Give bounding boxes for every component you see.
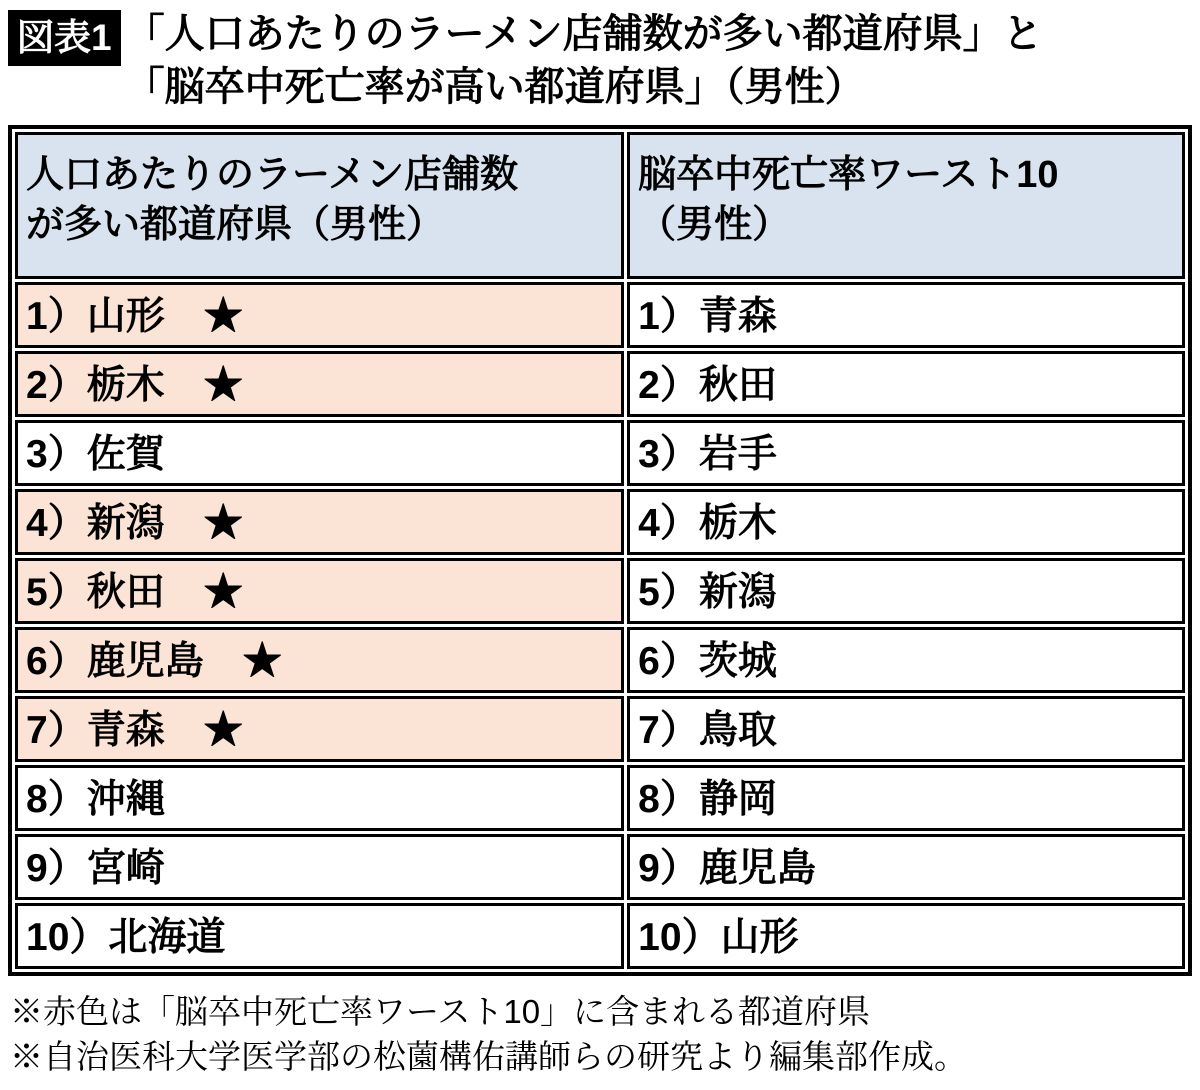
stroke-column-header-line1: 脳卒中死亡率ワースト10 <box>638 154 1059 196</box>
stroke-column-header-line2: （男性） <box>638 204 791 246</box>
figure-title-line2: 「脳卒中死亡率が高い都道府県」（男性） <box>124 65 865 109</box>
table-row <box>15 558 1185 624</box>
stroke-rank-cell: 7）鳥取 <box>627 696 1185 762</box>
table-row <box>15 834 1185 900</box>
ramen-column-header <box>15 132 624 279</box>
header-row <box>15 132 1185 279</box>
stroke-rank-cell: 8）静岡 <box>627 765 1185 831</box>
ramen-rank-cell: 1）山形 ★ <box>15 282 624 348</box>
stroke-rank-cell: 6）茨城 <box>627 627 1185 693</box>
ranking-table-frame <box>8 125 1192 976</box>
stroke-rank-cell: 9）鹿児島 <box>627 834 1185 900</box>
ranking-table <box>12 129 1188 972</box>
ramen-column-header-line2: が多い都道府県（男性） <box>26 204 445 246</box>
ramen-rank-cell: 3）佐賀 <box>15 420 624 486</box>
ramen-rank-cell: 7）青森 ★ <box>15 696 624 762</box>
stroke-rank-cell: 1）青森 <box>627 282 1185 348</box>
table-row <box>15 420 1185 486</box>
table-row <box>15 282 1185 348</box>
ramen-rank-cell: 4）新潟 ★ <box>15 489 624 555</box>
footnotes <box>0 976 1200 1079</box>
ramen-rank-cell: 6）鹿児島 ★ <box>15 627 624 693</box>
stroke-rank-cell: 3）岩手 <box>627 420 1185 486</box>
ramen-column-header-line1: 人口あたりのラーメン店舗数 <box>26 154 519 196</box>
figure-title <box>125 8 1043 114</box>
figure-number-badge: 図表1 <box>8 10 121 66</box>
footnote-source-credit: ※自治医科大学医学部の松薗構佑講師らの研究より編集部作成。 <box>10 1038 967 1075</box>
table-row <box>15 696 1185 762</box>
table-row <box>15 351 1185 417</box>
figure-header <box>0 0 1200 114</box>
stroke-rank-cell: 5）新潟 <box>627 558 1185 624</box>
stroke-rank-cell: 2）秋田 <box>627 351 1185 417</box>
ramen-rank-cell: 2）栃木 ★ <box>15 351 624 417</box>
stroke-rank-cell: 10）山形 <box>627 903 1185 969</box>
table-row <box>15 489 1185 555</box>
table-row <box>15 903 1185 969</box>
figure-title-line1: 「人口あたりのラーメン店舗数が多い都道府県」と <box>124 12 1043 56</box>
table-body <box>15 282 1185 969</box>
stroke-column-header <box>627 132 1185 279</box>
ramen-rank-cell: 10）北海道 <box>15 903 624 969</box>
table-row <box>15 627 1185 693</box>
table-row <box>15 765 1185 831</box>
ramen-rank-cell: 8）沖縄 <box>15 765 624 831</box>
footnote-highlight-legend: ※赤色は「脳卒中死亡率ワースト10」に含まれる都道府県 <box>10 993 871 1030</box>
ramen-rank-cell: 5）秋田 ★ <box>15 558 624 624</box>
ramen-rank-cell: 9）宮崎 <box>15 834 624 900</box>
stroke-rank-cell: 4）栃木 <box>627 489 1185 555</box>
